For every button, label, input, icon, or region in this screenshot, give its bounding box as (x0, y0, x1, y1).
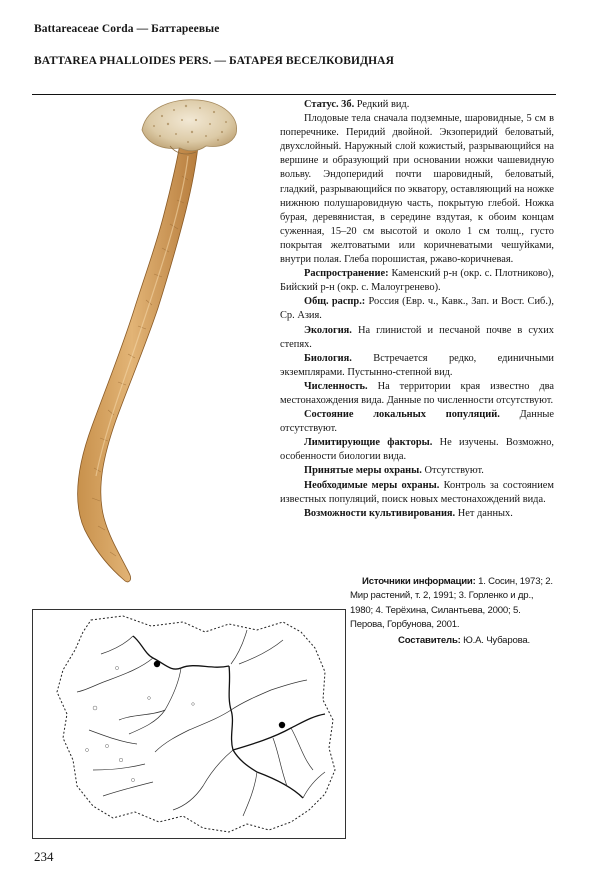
river-biya (257, 772, 303, 798)
species-title: BATTAREA PHALLOIDES PERS. — БАТАРЕЯ ВЕСЕЛКОВИДНАЯ (34, 55, 394, 67)
local-populations-paragraph: Состояние локальных популяций. Данные отсутствуют. (280, 409, 554, 435)
river-main (229, 666, 257, 772)
status-paragraph: Статус. 3б. Редкий вид. (304, 99, 410, 110)
ecology-paragraph: Экология. На глинистой и песчаной почве в сухих степях. (280, 324, 554, 350)
cultivation-paragraph: Возможности культивирования. Нет данных. (304, 507, 513, 519)
battarea-mushroom-illustration (30, 96, 280, 592)
locality-dot-icon (154, 661, 160, 667)
measures-taken-paragraph: Принятые меры охраны. Отсутствуют. (304, 465, 484, 477)
river-katun (233, 714, 325, 750)
general-distribution-paragraph: Общ. распр.: Россия (Евр. ч., Кавк., Зап. и Вост. Сиб.), Ср. Азия. (280, 296, 554, 322)
description-paragraph: Плодовые тела сначала подземные, шаровидные, 5 см в поперечнике. Перидий двойной. Экзоперидий беловатый, двухслойный. Наружный слой кожистый, разрывающийся на вершине и образующий при основании ножки чашевидную вольву. Эндоперидий почти шаровидный, беловатый, гладкий, разрывающийся по экватору, оставляющий на ножке нижнюю полушаровидную часть, покрытую глебой. Ножка бурая, деревянистая, в середине вздутая, к обоим концам суженная, 15–20 см высотой и около 1 см толщ., густо покрытая желтоватыми или коричневатыми чешуйками, внутри полая. Глеба порошистая, ржаво-коричневая. (280, 113, 554, 266)
river-ob (133, 636, 229, 669)
sources-block (350, 575, 554, 648)
region-border (57, 616, 335, 832)
mushroom-stem (78, 144, 198, 582)
distribution-map (32, 609, 346, 839)
map-drawing (33, 610, 345, 838)
species-description-column (280, 98, 554, 521)
mushroom-cap (142, 100, 237, 151)
locality-dot-icon (279, 722, 285, 728)
abundance-paragraph: Численность. На территории края известно два местонахождения вида. Данные по численности отсутствуют. (280, 380, 554, 406)
biology-paragraph: Биология. Встречается редко, единичными экземплярами. Пустынно-степной вид. (280, 352, 554, 378)
limiting-factors-paragraph: Лимитирующие факторы. Не изучены. Возможно, особенности биологии вида. (280, 437, 554, 463)
sources-paragraph: Источники информации: 1. Сосин, 1973; 2. Мир растений, т. 2, 1991; 3. Горленко и др., 1980; 4. Терёхина, Силантьева, 2000; 5. Перова, Горбунова, 2001. (350, 576, 553, 631)
compiler-line: Составитель: Ю.А. Чубарова. (398, 634, 530, 646)
measures-needed-paragraph: Необходимые меры охраны. Контроль за состоянием известных популяций, поиск новых местонахождений вида. (280, 479, 554, 505)
page-number: 234 (34, 849, 54, 864)
header-rule (32, 94, 556, 95)
family-header: Battareaceae Corda — Баттареевые (34, 23, 220, 35)
distribution-paragraph: Распространение: Каменский р-н (окр. с. Плотниково), Бийский р-н (окр. с. Малоугренево). (280, 268, 554, 294)
